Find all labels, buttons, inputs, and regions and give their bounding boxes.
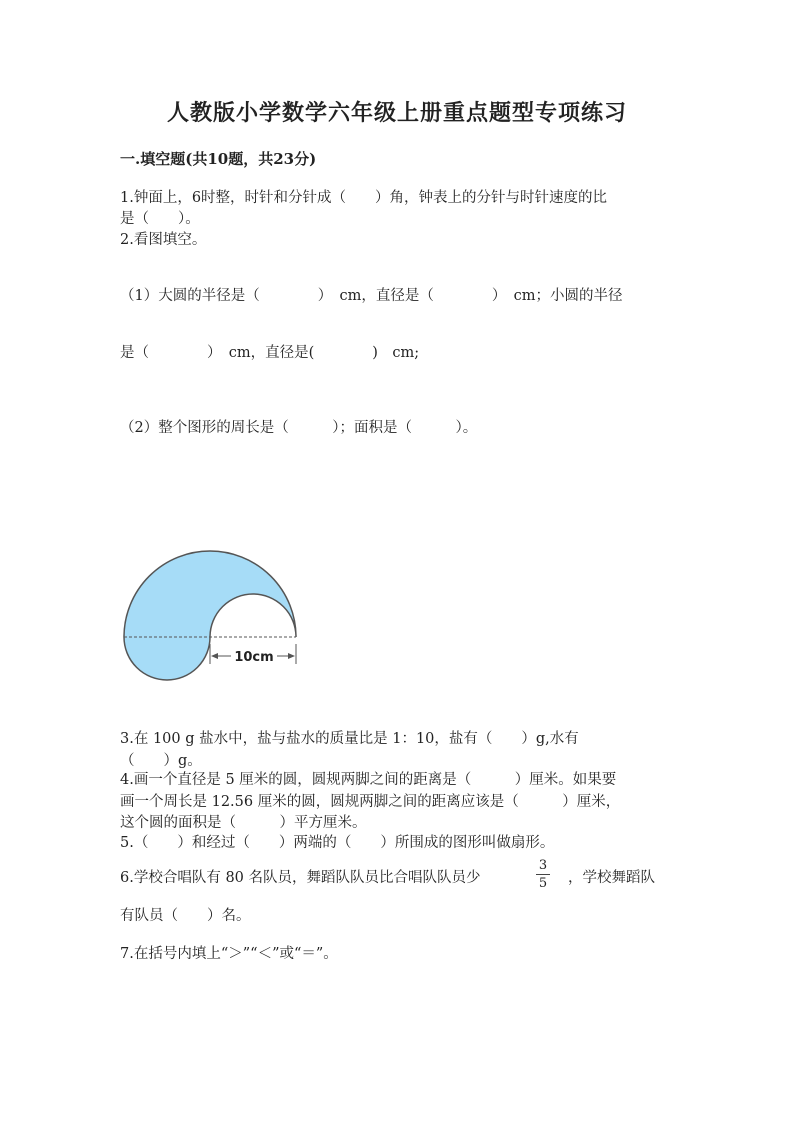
fraction-denominator: 5 [538,876,548,891]
question-6-line-1-after: ，学校舞蹈队 [568,870,655,886]
question-5-line-1: 5.（ ）和经过（ ）两端的（ ）所围成的图形叫做扇形。 [120,835,555,851]
fraction-numerator: 3 [538,858,548,873]
question-3-line-1: 3.在 100 g 盐水中，盐与盐水的质量比是 1：10，盐有（ ）g,水有 [120,731,579,747]
question-7-line-1: 7.在括号内填上“＞”“＜”或“＝”。 [120,946,338,962]
fraction-three-fifths [536,858,550,891]
question-2-part-1-line-1: （1）大圆的半径是（ ） cm，直径是（ ） cm；小圆的半径 [120,288,623,304]
question-6-line-2: 有队员（ ）名。 [120,908,251,924]
question-2-intro: 2.看图填空。 [120,232,207,248]
dimension-arrow-right-icon [288,653,295,659]
page-title: 人教版小学数学六年级上册重点题型专项练习 [166,100,627,126]
question-4-line-1: 4.画一个直径是 5 厘米的圆，圆规两脚之间的距离是（ ）厘米。如果要 [120,772,617,788]
fraction-bar [536,874,550,875]
section-heading: 一.填空题(共10题，共23分) [120,150,317,168]
circle-figure-svg [118,548,308,688]
question-3-line-2: （ ）g。 [120,753,202,769]
question-4-line-3: 这个圆的面积是（ ）平方厘米。 [120,815,367,831]
dimension-label: 10cm [234,650,274,665]
question-2-part-2: （2）整个图形的周长是（ ）；面积是（ ）。 [120,420,478,436]
question-1-line-2: 是（ ）。 [120,211,200,227]
question-2-part-1-line-2: 是（ ） cm，直径是( ) cm; [120,345,420,361]
question-6-line-1-before: 6.学校合唱队有 80 名队员，舞蹈队队员比合唱队队员少 [120,870,481,886]
dimension-arrow-left-icon [211,653,218,659]
circle-figure [118,548,308,692]
question-4-line-2: 画一个周长是 12.56 厘米的圆，圆规两脚之间的距离应该是（ ）厘米， [120,794,621,810]
question-1-line-1: 1.钟面上，6时整，时针和分针成（ ）角，钟表上的分针与时针速度的比 [120,190,608,206]
